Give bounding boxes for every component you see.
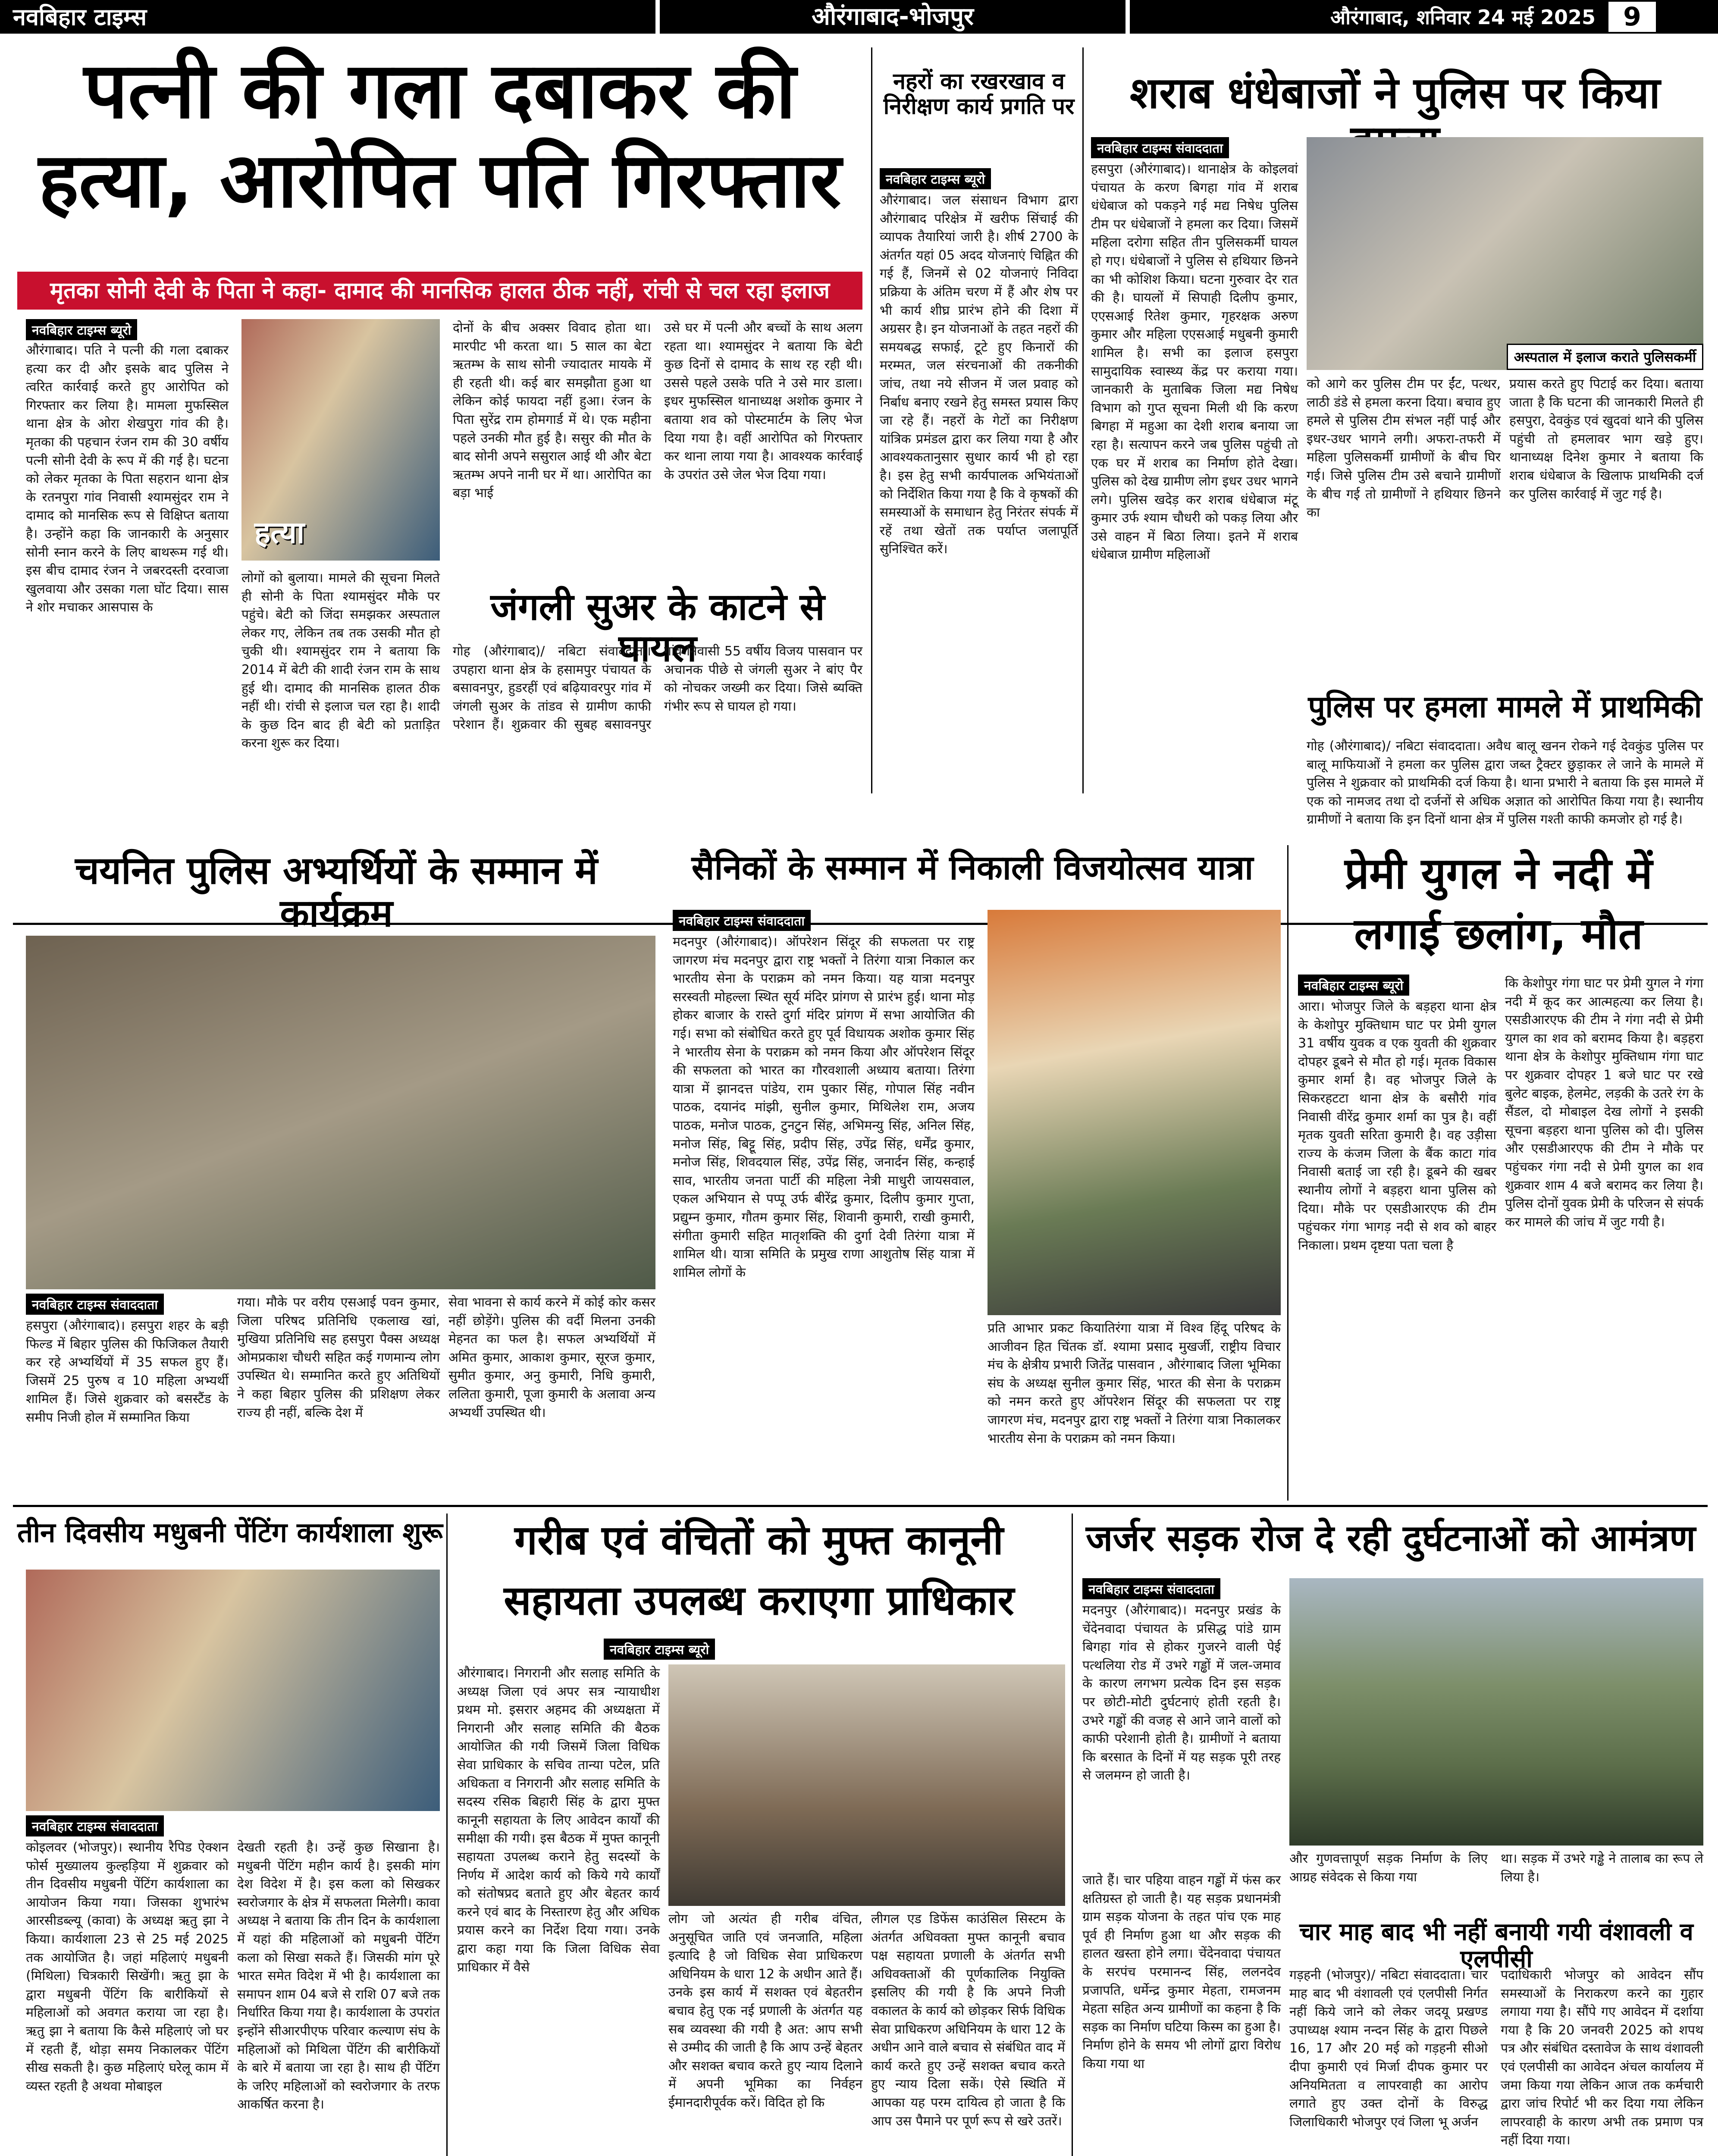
story7-byline	[673, 910, 931, 930]
story9-headline: तीन दिवसीय मधुबनी पेंटिंग कार्यशाला शुरू	[17, 1517, 443, 1549]
story1-headline-line2: हत्या, आरोपित पति गिरफ्तार	[38, 136, 841, 225]
story7-body-col1: मदनपुर (औरंगाबाद)। ऑपरेशन सिंदूर की सफलता पर राष्ट्र जागरण मंच मदनपुर द्वारा राष्ट्र भक्तों ने तिरंगा यात्रा निकाल कर भारतीय सेना के पराक्रम को नमन किया। यह यात्रा मदनपुर सरस्वती मोहल्ला स्थित सूर्य मंदिर प्रांगण से प्रारंभ हुई। थाना मोड़ होकर बाजार के रास्ते दुर्गा मंदिर प्रांगण में सभा आयोजित की गई। सभा को संबोधित करते हुए पूर्व विधायक अशोक कुमार सिंह ने भारतीय सेना के पराक्रम को नमन किया और ऑपरेशन सिंदूर की सफलता को भारत का गौरवशाली अध्याय बताया। तिरंगा यात्रा में झानदत्त पांडेय, राम पुकार सिंह, गोपाल सिंह नवीन पाठक, दयानंद मांझी, सुनील कुमार, मिथिलेश राम, अजय पाठक, मनोज पाठक, टुनटुन सिंह, अभिमन्यु सिंह, अनिल सिंह, मनोज सिंह, बिट्टू सिंह, प्रदीप सिंह, उपेंद्र सिंह, धर्मेंद्र कुमार, मनोज सिंह, शिवदयाल सिंह, उपेंद्र सिंह, जनार्दन सिंह, कन्हाई साव, भारतीय जनता पार्टी की महिला नेत्री माधुरी जायसवाल, एकल अभियान से पप्पू उर्फ बीरेंद्र कुमार, दिलीप कुमार गुप्ता, प्रद्युम्न कुमार, गौतम कुमार सिंह, शिवानी कुमारी, राखी कुमारी, संगीता कुमारी सहित मातृशक्ति की दुर्गा देवी तिरंगा यात्रा में शामिल थी। यात्रा समिति के प्रमुख राणा आशुतोष सिंह यात्रा में शामिल लोगों के	[673, 934, 975, 1280]
story10-body-col3: लीगल एड डिफेंस काउंसिल सिस्टम के अंतर्गत अधिवक्ता मुफ्त कानूनी बचाव पक्ष सहायता प्रणाली के अंतर्गत सभी अधिवक्ताओं की पूर्णकालिक नियुक्ति इसलिए की गयी है कि अपने निजी वकालत के कार्य को छोड़कर सिर्फ विधिक सेवा प्राधिकरण अधिनियम के धारा 12 के अधीन आने वाले बचाव से संबंधित वाद में कार्य करते हुए उन्हें सशक्त बचाव करते हुए न्याय दिला सकें। ऐसे स्थिति में आपका यह परम दायित्व हो जाता है कि आप उस पैमाने पर पूर्ण रूप से खरे उतरें।	[871, 1912, 1065, 2129]
column-rule	[1082, 47, 1084, 793]
story1-byline-text: नवबिहार टाइम्स ब्यूरो	[26, 319, 137, 340]
story5-headline: पुलिस पर हमला मामले में प्राथमिकी	[1308, 689, 1702, 724]
story1-photo-label: हत्या	[254, 515, 305, 550]
story3-headline: शराब धंधेबाजों ने पुलिस पर किया	[1130, 68, 1660, 118]
story1-photo	[241, 319, 440, 561]
story9-photo	[26, 1570, 440, 1811]
story4-body: गोह (औरंगाबाद)/ नबिटा संवाददाता। उपहारा थाना क्षेत्र के हसामपुर पंचायत के बसावनपुर, हुडरहीं एवं बढ़ियावरपुर गांव में जंगली सुअर के तांडव से ग्रामीण काफी परेशान हैं। शुक्रवार की सुबह बसावनपुर गांव निवासी 55 वर्षीय विजय पासवान पर अचानक पीछे से जंगली सुअर ने बांए पैर को नोचकर जख्मी कर दिया। जिसे ब्यक्ति गंभीर रूप से घायल हो गया।	[453, 644, 862, 733]
story11-body-col1: मदनपुर (औरंगाबाद)। मदनपुर प्रखंड के चेंदेनवादा पंचायत के प्रसिद्ध पांडे ग्राम बिगहा गांव से होकर गुजरने वाली पेई पत्थलिया रोड में उभरे गड्ढों में जल-जमाव के कारण लगभग प्रत्येक दिन इस सड़क पर छोटी-मोटी दुर्घटनाएं होती रहती है। उभरे गड्ढों की वजह से आने जाने वालों को काफी परेशानी होती है। ग्रामीणों ने बताया कि बरसात के दिनों में यह सड़क पूरी तरह से जलमग्न हो जाती है।	[1082, 1603, 1281, 1783]
story1-body-col1: औरंगाबाद। पति ने पत्नी की गला दबाकर हत्या कर दी और इसके बाद पुलिस ने त्वरित कार्रवाई करते हुए आरोपित को गिरफ्तार कर लिया है। मामला मुफस्सिल थाना क्षेत्र के ओरा शेखपुरा गांव की है। मृतका की पहचान रंजन राम की 30 वर्षीय पत्नी सोनी देवी के रूप में की गई है। घटना को लेकर मृतका के पिता सहरान थाना क्षेत्र के रतनपुरा गांव निवासी श्यामसुंदर राम ने दामाद को मानसिक रूप से विक्षिप्त बताया है। उन्होंने कहा कि जानकारी के अनुसार सोनी स्नान करने के लिए बाथरूम गई थी। इस बीच दामाद रंजन ने जबरदस्ती दरवाजा खुलवाया और उसका गला घोंट दिया। सास ने शोर मचाकर आसपास के	[26, 343, 229, 615]
story10-headline-line2: सहायता उपलब्ध कराएगा प्राधिकार	[504, 1577, 1014, 1624]
story7-body-col2: प्रति आभार प्रकट कियातिरंगा यात्रा में विश्व हिंदू परिषद के आजीवन हित चिंतक डॉ. श्यामा प्रसाद मुखर्जी, राष्ट्रीय विचार मंच के क्षेत्रीय प्रभारी जितेंद्र पासवान , औरंगाबाद जिला भूमिका संघ के अध्यक्ष सुनील कुमार सिंह, भारत की सेना के पराक्रम को नमन करते हुए ऑपरेशन सिंदूर की सफलता पर राष्ट्र जागरण मंच, मदनपुर द्वारा राष्ट्र भक्तों ने तिरंगा यात्रा निकालकर भारतीय सेना के पराक्रम को नमन किया।	[988, 1321, 1281, 1446]
story6-body-col2: गया। मौके पर वरीय एसआई पवन कुमार, जिला परिषद प्रतिनिधि एकलाख खां, मुखिया प्रतिनिधि सह हसपुरा पैक्स अध्यक्ष ओमप्रकाश चौधरी सहित कई गणमान्य लोग उपस्थित थे। सम्मानित करते हुए अतिथियों ने कहा बिहार पुलिस की प्रशिक्षण लेकर राज्य ही नहीं, बल्कि देश में	[237, 1295, 440, 1420]
story3-byline	[1091, 137, 1307, 157]
story8-byline-text: नवबिहार टाइम्स ब्यूरो	[1298, 975, 1409, 996]
column-rule	[446, 1514, 448, 2156]
story9-body-col2: देखती रहती है। उन्हें कुछ सिखाना है। मधुबनी पेंटिंग महीन कार्य है। इसकी मांग देश विदेश में है। इस कला को सिखकर स्वरोजगार के क्षेत्र में सफलता मिलेगी। कावा अध्यक्ष ने बताया कि तीन दिन के कार्यशाला में यहां की महिलाओं को मधुबनी पेंटिंग कला को सिखा सकते हैं। जिसकी मांग पूरे भारत समेत विदेश में भी है। कार्यशाला का समापन शाम 04 बजे से राशि 07 बजे तक निर्धारित किया गया है। कार्यशाला के उपरांत इन्होंने सीआरपीएफ परिवार कल्याण संघ के महिलाओं को मिथिला पेंटिंग की बारीकियों के बारे में बताया जा रहा है। साथ ही पेंटिंग के जरिए महिलाओं को स्वरोजगार के तरफ आकर्षित करना है।	[237, 1840, 440, 2112]
story9-byline	[26, 1815, 285, 1835]
story11-headline: जर्जर सड़क रोज दे रही दुर्घटनाओं को आमंत्रण	[1086, 1517, 1696, 1559]
story7-byline-text: नवबिहार टाइम्स संवाददाता	[673, 910, 811, 931]
story8-body-col1: आरा। भोजपुर जिले के बड़हरा थाना क्षेत्र के केशोपुर मुक्तिधाम घाट पर प्रेमी युगल 31 वर्षीय युवक व एक युवती की शुक्रवार दोपहर डूबने से मौत हो गई। मृतक विकास कुमार शर्मा है। वह भोजपुर जिले के सिकरहटटा थाना क्षेत्र के बसौरी गांव निवासी वीरेंद्र कुमार शर्मा का पुत्र है। वहीं मृतक युवती सरिता कुमारी है। वह उड़ीसा राज्य के कंजम जिला के बैंक काटा गांव निवासी बताई जा रही है। डूबने की खबर स्थानीय लोगों ने बड़हरा थाना पुलिस को दिया। मौके पर एसडीआरएफ की टीम पहुंचकर गंगा भागड़ नदी से शव को बाहर निकाला। प्रथम दृष्टया पता चला है	[1298, 999, 1496, 1253]
page-number: 9	[1608, 2, 1656, 32]
column-rule	[1072, 1514, 1073, 2156]
story11-body-col2: जाते हैं। चार पहिया वाहन गड्ढों में फंस कर क्षतिग्रस्त हो जाती है। यह सड़क प्रधानमंत्री ग्राम सड़क योजना के तहत पांच एक माह पूर्व ही निर्माण हुआ था और सड़क की हालत खस्ता होने लगा। चेंदेनवादा पंचायत के सरपंच परमानन्द सिंह, ललनदेव प्रजापति, धर्मेन्द्र कुमार मेहता, रामजनम मेहता सहित अन्य ग्रामीणों का कहना है कि सड़क का निर्माण घटिया किस्म का हुआ है। निर्माण होने के समय भी लोगों द्वारा विरोध किया गया था	[1082, 1873, 1281, 2071]
story8-headline-line2: लगाई छलांग, मौत	[1354, 909, 1643, 959]
story10-body-col2: लोग जो अत्यंत ही गरीब वंचित, अनुसूचित जाति एवं जनजाति, महिला इत्यादि है जो विधिक सेवा प्राधिकरण अधिनियम के धारा 12 के अधीन आते हैं। उनके इस कार्य में सशक्त एवं बेहतरीन बचाव हेतु एक नई प्रणाली के अंतर्गत यह सब व्यवस्था की गयी है अत: आप सभी से उम्मीद की जाती है कि आप उन्हें बेहतर और सशक्त बचाव करते हुए न्याय दिलाने में अपनी भूमिका का निर्वहन ईमानदारीपूर्वक करें। विदित हो कि	[668, 1912, 862, 2110]
story11-body-col3: और गुणवत्तापूर्ण सड़क निर्माण के लिए आग्रह संवेदक से किया गया	[1289, 1851, 1488, 1885]
story8-body-col2: कि केशोपुर गंगा घाट पर प्रेमी युगल ने गंगा नदी में कूद कर आत्महत्या कर लिया है। एसडीआरएफ की टीम ने गंगा नदी से प्रेमी युगल का शव को बरामद किया है। बड़हरा थाना क्षेत्र के केशोपुर मुक्तिधाम गंगा घाट पर शुक्रवार दोपहर 1 बजे घाट पर रखे बुलेट बाइक, हेलमेट, लड़की के उतरे रंग के सैंडल, दो मोबाइल देख लोगों ने इसकी सूचना बड़हरा थाना पुलिस को दी। पुलिस और एसडीआरएफ की टीम ने मौके पर पहुंचकर गंगा नदी से प्रेमी युगल का शव शुक्रवार शाम 4 बजे बरामद कर लिया है। पुलिस दोनों युवक प्रेमी के परिजन से संपर्क कर मामले की जांच में जुट गयी है।	[1505, 976, 1703, 1230]
story3-photo-caption: अस्पताल में इलाज कराते पुलिसकर्मी	[1507, 344, 1703, 370]
story2-byline	[880, 168, 1078, 188]
story8-byline	[1298, 975, 1496, 994]
story10-body-col1: औरंगाबाद। निगरानी और सलाह समिति के अध्यक्ष जिला एवं अपर सत्र न्यायाधीश प्रथम मो. इसरार अहमद की अध्यक्षता में निगरानी और सलाह समिति की बैठक आयोजित की गयी जिसमें जिला विधिक सेवा प्राधिकार के सचिव तान्या पटेल, प्रति अधिकता व निगरानी और सलाह समिति के सदस्य रसिक बिहारी सिंह के द्वारा मुफ्त कानूनी सहायता के लिए आवेदन कार्यों की समीक्षा की गयी। इस बैठक में मुफ्त कानूनी सहायता उपलब्ध कराने हेतु सदस्यों के निर्णय में आदेश कार्य को किये गये कार्यों को संतोषप्रद बताते हुए और बेहतर कार्य करने एवं बाद के निस्तारण हेतु और अधिक प्रयास करने का निर्देश दिया गया। उनके द्वारा कहा गया कि जिला विधिक सेवा प्राधिकार में वैसे	[457, 1666, 660, 1975]
story3-body-col3: प्रयास करते हुए पिटाई कर दिया। बताया जाता है कि घटना की जानकारी मिलते ही हसपुरा, देवकुंड एवं खुदवां थाने की पुलिस पहुंची तो हमलावर भाग खड़े हुए। थानाध्यक्ष दिनेश कुमार ने बताया कि शराब धंधेबाज के खिलाफ प्राथमिकी दर्ज कर पुलिस कार्रवाई में जुट गई है।	[1509, 376, 1703, 502]
dateline: औरंगाबाद, शनिवार 24 मई 2025	[1330, 6, 1596, 29]
story1-headline-line1: पत्नी की गला दबाकर की	[84, 46, 796, 136]
story6-photo	[26, 936, 655, 1289]
story3-byline-text: नवबिहार टाइम्स संवाददाता	[1091, 137, 1229, 158]
story1-body-col2: लोगों को बुलाया। मामले की सूचना मिलते ही सोनी के पिता श्यामसुंदर मौके पर पहुंचे। बेटी को जिंदा समझकर अस्पताल लेकर गए, लेकिन तब तक उसकी मौत हो चुकी थी। श्यामसुंदर राम ने बताया कि 2014 में बेटी की शादी रंजन राम के साथ हुई थी। दामाद की मानसिक हालत ठीक नहीं थी। रांची से इलाज चल रहा है। शादी के कुछ दिन बाद ही बेटी को प्रताड़ित करना शुरू कर दिया।	[241, 570, 440, 751]
column-rule	[871, 47, 872, 793]
story8-headline-line1: प्रेमी युगल ने नदी में	[1345, 848, 1652, 899]
column-rule	[1287, 845, 1288, 1501]
story3-body-col2: को आगे कर पुलिस टीम पर ईंट, पत्थर, लाठी डंडे से हमला करना दिया। बचाव हुए हमले से पुलिस टीम संभल नहीं पाई और इधर-उधर भागने लगी। अफरा-तफरी में महिला पुलिसकर्मी ग्रामीणों के बीच घिर गई। जिसे पुलिस टीम उसे बचाने ग्रामीणों के बीच गई तो ग्रामीणों ने हथियार छिनने का	[1307, 376, 1501, 520]
section-name: औरंगाबाद-भोजपुर	[655, 0, 1130, 34]
story9-body-col1: कोइलवर (भोजपुर)। स्थानीय रैपिड ऐक्शन फोर्स मुख्यालय कुल्हड़िया में शुक्रवार को तीन दिवसीय मधुबनी पेंटिंग कार्यशाला का आयोजन किया गया। जिसका शुभारंभ आरसीडब्ल्यू (कावा) के अध्यक्ष ऋतु झा ने किया। कार्यशाला 23 से 25 मई 2025 तक आयोजित है। जहां महिलाएं मधुबनी (मिथिला) चित्रकारी सिखेंगी। ऋतु झा के द्वारा मधुबनी पेंटिंग कि बारीकियों से महिलाओं को अवगत कराया जा रहा है। ऋतु झा ने बताया कि कैसे महिलाएं जो घर में रहती हैं, थोड़ा समय निकालकर पेंटिंग सीख सकती है। कुछ महिलाएं घरेलू काम में व्यस्त रहती है अथवा मोबाइल	[26, 1840, 229, 2094]
story3-photo	[1307, 137, 1703, 370]
story6-byline-text: नवबिहार टाइम्स संवाददाता	[26, 1294, 164, 1315]
story6-headline: चयनित पुलिस अभ्यर्थियों के सम्मान में कार्यक्रम	[75, 848, 598, 935]
story1-subhead: मृतका सोनी देवी के पिता ने कहा- दामाद की मानसिक हालत ठीक नहीं, रांची से चल रहा इलाज	[17, 272, 862, 310]
story7-headline: सैनिकों के सम्मान में निकाली विजयोत्सव यात्रा	[691, 849, 1254, 887]
story11-photo	[1289, 1578, 1703, 1846]
story12-body-col2: पदाधिकारी भोजपुर को आवेदन सौंप समस्याओं के निराकरण करने का गुहार लगाया गया है। सौंपे गए आवेदन में दर्शाया गया है कि 20 जनवरी 2025 को शपथ पत्र और संबंधित दस्तावेज के साथ वंशावली एवं एलपीसी का आवेदन अंचल कार्यालय में जमा किया गया लेकिन आज तक कर्मचारी द्वारा जांच रिपोर्ट भी कर दिया गया लेकिन लापरवाही के कारण अभी तक प्रमाण पत्र नहीं दिया गया।	[1501, 1968, 1703, 2148]
story1-body-col3: दोनों के बीच अक्सर विवाद होता था। मारपीट भी करता था। 5 साल का बेटा ऋतम्भ के साथ सोनी ज्यादातर मायके में ही रहती थी। कई बार समझौता हुआ था लेकिन कोई फायदा नहीं हुआ। रंजन के पिता सुरेंद्र राम होमगार्ड में थे। एक महीना पहले उनकी मौत हुई है। ससुर की मौत के बाद सोनी अपने ससुराल आई थी और बेटा ऋतम्भ अपने नानी घर में था। आरोपित का बड़ा भाई	[453, 320, 651, 501]
story10-photo	[668, 1664, 1065, 1906]
story2-byline-text: नवबिहार टाइम्स ब्यूरो	[880, 168, 991, 189]
story10-headline-line1: गरीब एवं वंचितों को मुफ्त कानूनी	[514, 1517, 1003, 1564]
story10-byline	[604, 1639, 862, 1658]
story3-body-col1: हसपुरा (औरंगाबाद)। थानाक्षेत्र के कोइलवां पंचायत के करण बिगहा गांव में शराब धंधेबाज को पकड़ने गई मद्य निषेध पुलिस टीम पर धंधेबाजों ने हमला कर दिया। जिसमें महिला दरोगा सहित तीन पुलिसकर्मी घायल हो गए। धंधेबाजों ने पुलिस से हथियार छिनने का भी कोशिश किया। घटना गुरुवार देर रात की है। घायलों में सिपाही दिलीप कुमार, एएसआई रितेश कुमार, गृहरक्षक अरुण कुमार और महिला एएसआई मधुबनी कुमारी शामिल है। सभी का इलाज हसपुरा सामुदायिक स्वास्थ्य केंद्र पर कराया गया। जानकारी के मुताबिक जिला मद्य निषेध विभाग को गुप्त सूचना मिली थी कि करण बिगहा में महुआ का देशी शराब बनाया जा रहा है। सत्यापन करने जब पुलिस पहुंची तो एक घर में शराब का निर्माण होते देखा। पुलिस को देख ग्रामीण लोग इधर उधर भागने लगे। पुलिस खदेड़ कर शराब धंधेबाज मंटू कुमार उर्फ श्याम चौधरी को पकड़ लिया और उसे वाहन में बिठा लिया। इतने में शराब धंधेबाज ग्रामीण महिलाओं	[1091, 162, 1298, 563]
story7-photo	[988, 910, 1281, 1315]
story4-headline: जंगली सुअर के काटने से घायल	[490, 586, 825, 671]
story6-body-col1: हसपुरा (औरंगाबाद)। हसपुरा शहर के बड़ी फिल्ड में बिहार पुलिस की फिजिकल तैयारी कर रहे अभ्यर्थियों में 35 सफल हुए हैं। जिसमें 25 पुरुष व 10 महिला अभ्यर्थी शामिल हैं। जिसे शुक्रवार को बसस्टैंड के समीप निजी होल में सम्मानित किया	[26, 1318, 229, 1425]
story2-headline: नहरों का रखरखाव व निरीक्षण कार्य प्रगति पर	[883, 69, 1075, 120]
story9-byline-text: नवबिहार टाइम्स संवाददाता	[26, 1815, 164, 1836]
story11-byline-text: नवबिहार टाइम्स संवाददाता	[1082, 1578, 1220, 1599]
story12-headline: चार माह बाद भी नहीं बनायी गयी वंशावली व एलपीसी	[1299, 1918, 1693, 1973]
story10-byline-text: नवबिहार टाइम्स ब्यूरो	[604, 1639, 715, 1660]
story5-body: गोह (औरंगाबाद)/ नबिटा संवाददाता। अवैध बालू खनन रोकने गई देवकुंड पुलिस पर बालू माफियाओं ने हमला कर पुलिस द्वारा जब्त ट्रैक्टर छुड़ाकर ले जाने के मामले में पुलिस ने शुक्रवार को प्राथमिकी दर्ज किया है। थाना प्रभारी ने बताया कि इस मामले में एक को नामजद तथा दो दर्जनों से अधिक अज्ञात को आरोपित किया गया है। स्थानीय ग्रामीणों ने बताया कि इन दिनों थाना क्षेत्र में पुलिस गश्ती काफी कमजोर हो गई है।	[1307, 739, 1703, 827]
story6-body-col3: सेवा भावना से कार्य करने में कोई कोर कसर नहीं छोड़ेंगे। पुलिस की वर्दी मिलना उनकी मेहनत का फल है। सफल अभ्यर्थियों में अमित कुमार, आकाश कुमार, सूरज कुमार, सुमीत कुमार, अनु कुमारी, निधि कुमारी, ललिता कुमारी, पूजा कुमारी के अलावा अन्य अभ्यर्थी उपस्थित थी।	[448, 1295, 655, 1420]
story11-body-col4: था। सड़क में उभरे गड्ढे ने तालाब का रूप ले लिया है।	[1501, 1851, 1703, 1885]
section-divider	[13, 1505, 1708, 1507]
story1-body-col4: उसे घर में पत्नी और बच्चों के साथ अलग रहता था। श्यामसुंदर ने बताया कि बेटी कुछ दिनों से दामाद के साथ रह रही थी। उससे पहले उसके पति ने उसे मार डाला। इधर मुफस्सिल थानाध्यक्ष अशोक कुमार ने बताया शव को पोस्टमार्टम के लिए भेज दिया गया है। वहीं आरोपित को गिरफ्तार कर थाना लाया गया है। आवश्यक कार्रवाई के उपरांत उसे जेल भेज दिया गया।	[664, 320, 862, 483]
story12-body-col1: गड़हनी (भोजपुर)/ नबिटा संवाददाता। चार माह बाद भी वंशावली एवं एलपीसी निर्गत नहीं किये जाने को लेकर जदयू प्रखण्ड उपाध्यक्ष श्याम नन्दन सिंह के द्वारा पिछले 16, 17 और 20 मई को गड़हनी सीओ दीपा कुमारी एवं मिर्जा दीपक कुमार पर अनियमितता व लापरवाही का आरोप लगाते हुए उक्त दोनों के विरुद्ध जिलाधिकारी भोजपुर एवं जिला भू अर्जन	[1289, 1968, 1488, 2130]
story2-body: औरंगाबाद। जल संसाधन विभाग द्वारा औरंगाबाद परिक्षेत्र में खरीफ सिंचाई की व्यापक तैयारियां जारी है। शीर्ष 2700 के अंतर्गत यहां 05 अदद योजनाएं चिह्नित की गई हैं, जिनमें से 02 योजनाएं निविदा प्रक्रिया के अंतिम चरण में हैं और शेष पर भी कार्य शीघ्र प्रारंभ होने की दिशा में अग्रसर है। इन योजनाओं के तहत नहरों की समयबद्ध सफाई, टूटे हुए किनारों की मरम्मत, जल संरचनाओं की तकनीकी जांच, तथा नये सीजन में जल प्रवाह को निर्बाध बनाए रखने हेतु समस्त प्रयास किए जा रहे हैं। नहरों के गेटों का निरीक्षण यांत्रिक प्रमंडल द्वारा कर लिया गया है और आवश्यकतानुसार सुधार कार्य भी हो रहा है। इस हेतु सभी कार्यपालक अभियंताओं को निर्देशित किया गया है कि वे कृषकों की समस्याओं के समाधान हेतु निरंतर संपर्क में रहें तथा खेतों तक पर्याप्त जलापूर्ति सुनिश्चित करें।	[880, 193, 1078, 557]
masthead: नवबिहार टाइम्स	[13, 3, 147, 31]
